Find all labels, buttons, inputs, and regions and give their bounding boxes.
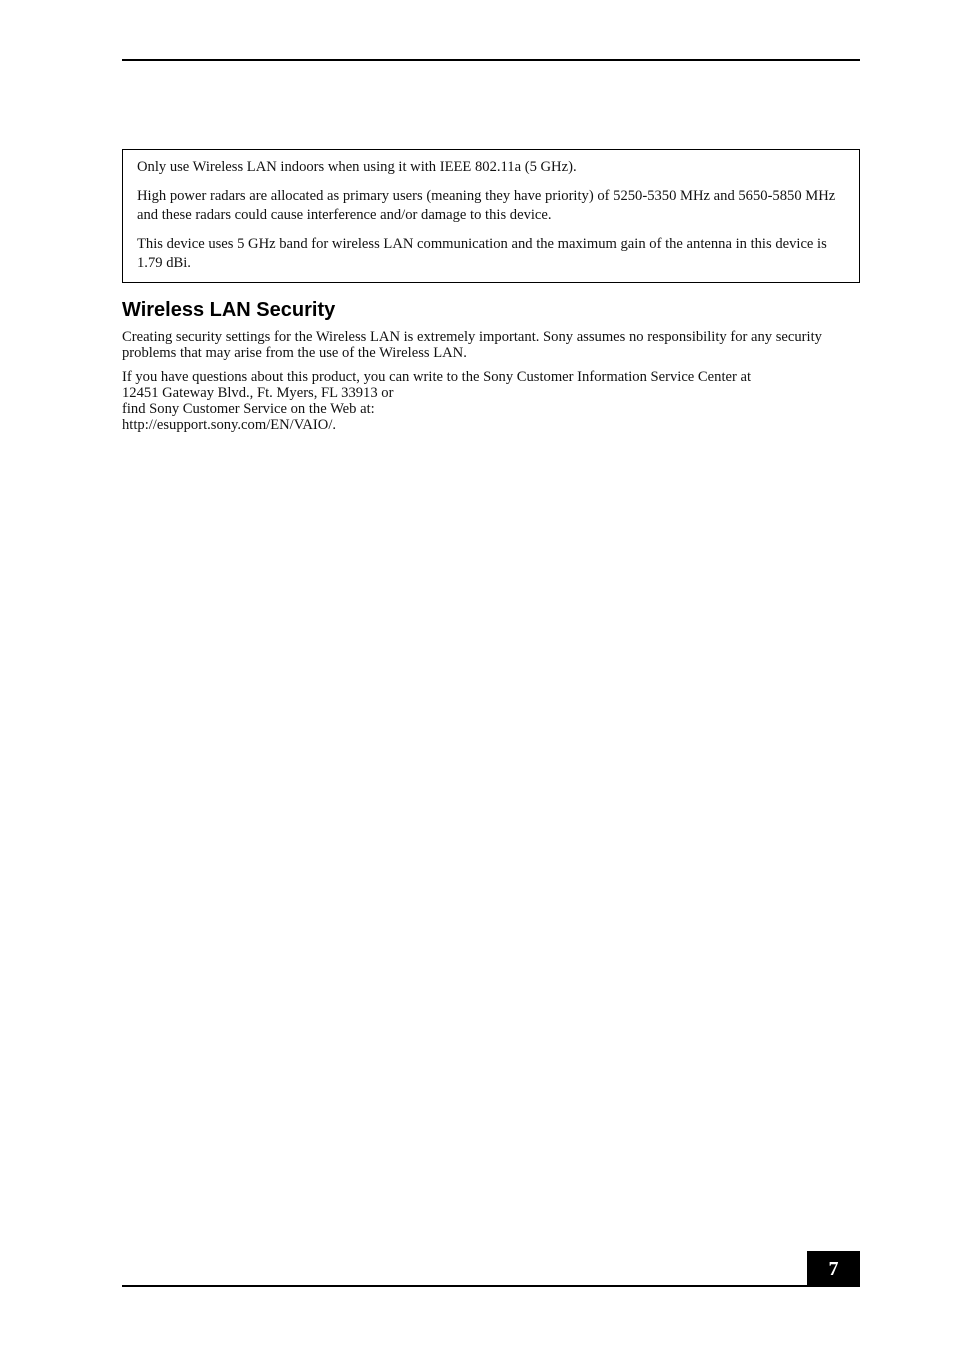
notice-antenna-gain: This device uses 5 GHz band for wireless LAN communication and the maximum gain of the antenna in this device is 1.79 dBi. [137, 236, 827, 271]
section-heading: Wireless LAN Security [122, 299, 336, 321]
page-number: 7 [807, 1251, 860, 1287]
contact-line-address: 12451 Gateway Blvd., Ft. Myers, FL 33913 or [122, 385, 394, 401]
notice-radar-interference: High power radars are allocated as primary users (meaning they have priority) of 5250-5350 MHz and 5650-5850 MHz and these radars could cause interference and/or damage to this device. [137, 188, 836, 223]
footer-rule [122, 1285, 860, 1287]
security-paragraph: Creating security settings for the Wireless LAN is extremely important. Sony assumes no responsibility for any security problems that may arise from the use of the Wireless LAN. [122, 329, 822, 361]
header-rule [122, 59, 860, 61]
section-body [122, 329, 838, 441]
contact-line-intro: If you have questions about this product, you can write to the Sony Customer Information Service Center at [122, 369, 752, 385]
notice-indoor-use: Only use Wireless LAN indoors when using it with IEEE 802.11a (5 GHz). [137, 159, 577, 175]
contact-line-web-intro: find Sony Customer Service on the Web at: [122, 401, 375, 417]
notice-box [122, 149, 860, 283]
contact-paragraph [122, 369, 838, 433]
support-url-link[interactable]: http://esupport.sony.com/EN/VAIO/. [122, 417, 337, 433]
